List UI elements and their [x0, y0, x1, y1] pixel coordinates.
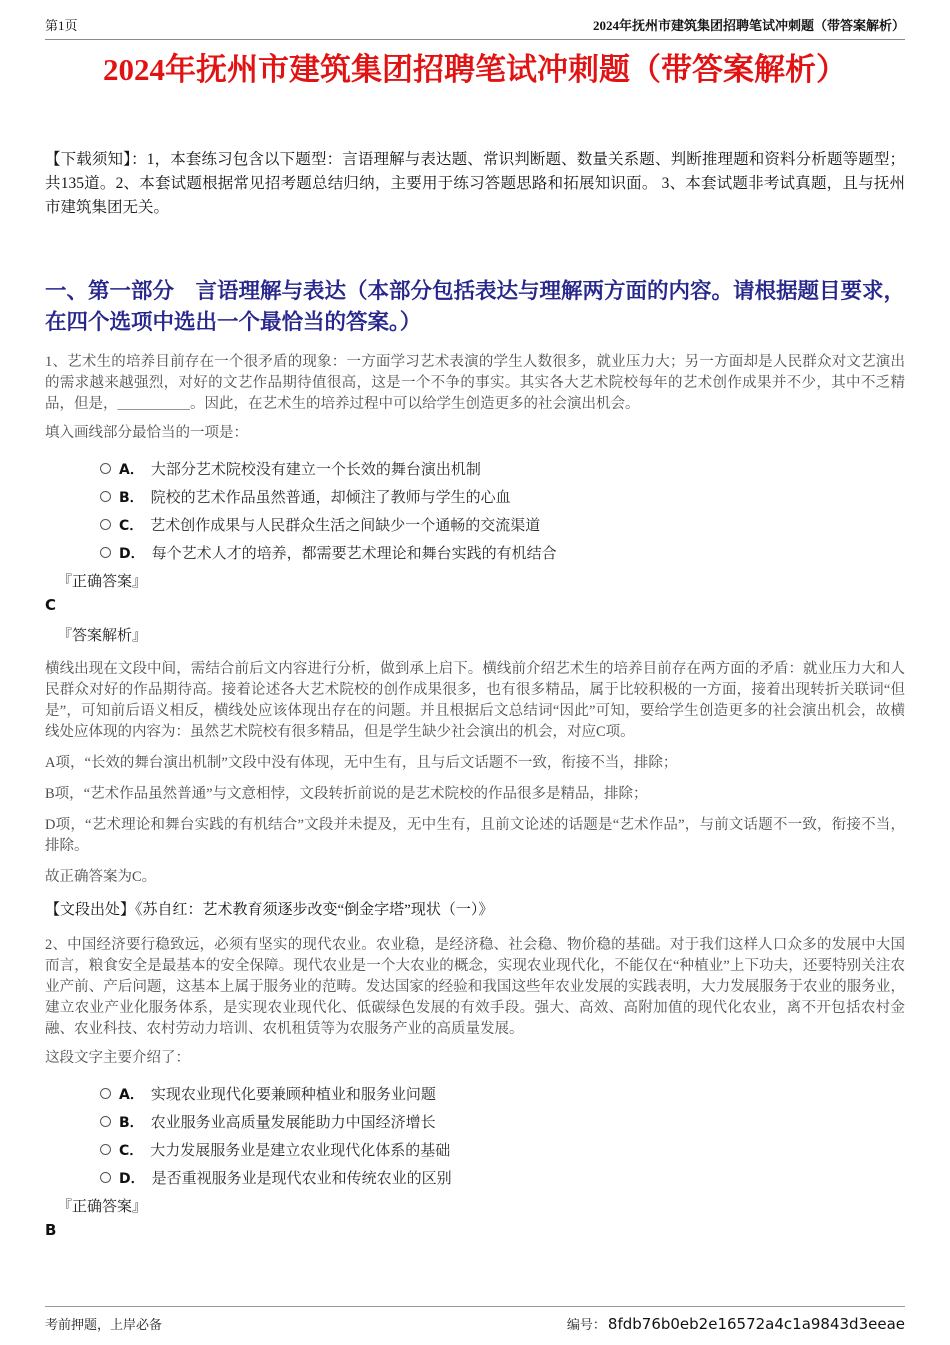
- option-text: 大部分艺术院校没有建立一个长效的舞台演出机制: [150, 462, 481, 478]
- option-letter: C．: [119, 1142, 144, 1159]
- option-row-d: [100, 544, 905, 561]
- correct-answer-value: B: [45, 1221, 57, 1239]
- option-letter: A．: [119, 1086, 144, 1103]
- option-text: 艺术创作成果与人民群众生活之间缺少一个通畅的交流渠道: [150, 518, 541, 534]
- option-text: 实现农业现代化要兼顾种植业和服务业问题: [150, 1087, 436, 1103]
- option-text: 是否重视服务业是现代农业和传统农业的区别: [151, 1171, 452, 1187]
- radio-button-icon[interactable]: [100, 463, 111, 474]
- radio-button-icon[interactable]: [100, 519, 111, 530]
- option-letter: D．: [119, 1170, 145, 1187]
- question-block-2: [45, 935, 905, 1241]
- footer-slogan: 考前押题，上岸必备: [45, 1317, 163, 1332]
- main-title: 2024年抚州市建筑集团招聘笔试冲刺题（带答案解析）: [103, 52, 847, 87]
- correct-answer-marker: 『正确答案』: [57, 1199, 148, 1215]
- question-prompt: 这段文字主要介绍了：: [45, 1050, 190, 1066]
- radio-button-icon[interactable]: [100, 1144, 111, 1155]
- correct-answer-value: C: [45, 596, 57, 614]
- footer-code-label: 编号：: [566, 1317, 606, 1332]
- option-row-d: [100, 1169, 905, 1186]
- page-footer: [45, 1306, 905, 1333]
- page-number: 第1页: [45, 18, 78, 33]
- correct-answer-marker: 『正确答案』: [57, 574, 148, 590]
- analysis-marker: 『答案解析』: [57, 628, 148, 644]
- analysis-paragraph-a: A项，“长效的舞台演出机制”文段中没有体现，无中生有，且与后文话题不一致，衔接不当，排除；: [45, 755, 678, 771]
- option-row-a: [100, 460, 905, 477]
- radio-button-icon[interactable]: [100, 1116, 111, 1127]
- footer-code-wrap: [567, 1314, 905, 1333]
- radio-button-icon[interactable]: [100, 491, 111, 502]
- radio-button-icon[interactable]: [100, 547, 111, 558]
- option-row-b: [100, 1113, 905, 1130]
- source-line: 【文段出处】《苏自红：艺术教育须逐步改变“倒金字塔”现状（一）》: [45, 902, 494, 918]
- analysis-paragraph: 横线出现在文段中间，需结合前后文内容进行分析，做到承上启下。横线前介绍艺术生的培养目前存在两方面的矛盾：就业压力大和人民群众对好的作品期待高。接着论述各大艺术院校的创作成果很多，也有很多精品，属于比较积极的一方面，接着出现转折关联词“但是”，可知前后语义相反，横线处应该体现出存在的问题。并且根据后文总结词“因此”可知，要给学生创造更多的社会演出机会，故横线处应体现的内容为：虽然艺术院校有很多精品，但是学生缺少社会演出的机会，对应C项。: [45, 661, 905, 740]
- download-notice: 【下载须知】：1，本套练习包含以下题型：言语理解与表达题、常识判断题、数量关系题、判断推理题和资料分析题等题型；共135道。2、本套试题根据常见招考题总结归纳，主要用于练习答题思路和拓展知识面。 3、本套试题非考试真题，且与抚州市建筑集团无关。: [45, 151, 905, 216]
- question-stem: 1、艺术生的培养目前存在一个很矛盾的现象：一方面学习艺术表演的学生人数很多，就业压力大；另一方面却是人民群众对文艺演出的需求越来越强烈，对好的文艺作品期待值很高，这是一个不争的事实。其实各大艺术院校每年的艺术创作成果并不少，其中不乏精品，但是，＿＿＿＿＿。因此，在艺术生的培养过程中可以给学生创造更多的社会演出机会。: [45, 354, 905, 412]
- option-text: 农业服务业高质量发展能助力中国经济增长: [150, 1115, 436, 1131]
- options-list: [100, 460, 905, 561]
- analysis-conclusion: 故正确答案为C。: [45, 869, 157, 885]
- radio-button-icon[interactable]: [100, 1172, 111, 1183]
- analysis-paragraph-d: D项，“艺术理论和舞台实践的有机结合”文段并未提及，无中生有，且前文论述的话题是“艺术作品”，与前文话题不一致，衔接不当，排除。: [45, 817, 905, 854]
- analysis-paragraph-b: B项，“艺术作品虽然普通”与文意相悖，文段转折前说的是艺术院校的作品很多是精品，排除；: [45, 786, 648, 802]
- option-row-c: [100, 1141, 905, 1158]
- option-text: 大力发展服务业是建立农业现代化体系的基础: [150, 1143, 451, 1159]
- option-letter: B．: [119, 489, 144, 506]
- question-prompt: 填入画线部分最恰当的一项是：: [45, 425, 248, 441]
- option-row-c: [100, 516, 905, 533]
- option-row-b: [100, 488, 905, 505]
- footer-code: 8fdb76b0eb2e16572a4c1a9843d3eeae: [607, 1315, 905, 1333]
- option-row-a: [100, 1085, 905, 1102]
- option-letter: C．: [119, 517, 144, 534]
- option-letter: D．: [119, 545, 145, 562]
- option-text: 院校的艺术作品虽然普通，却倾注了教师与学生的心血: [150, 490, 511, 506]
- header-doc-title: 2024年抚州市建筑集团招聘笔试冲刺题（带答案解析）: [592, 18, 905, 33]
- option-letter: A．: [119, 461, 144, 478]
- option-letter: B．: [119, 1114, 144, 1131]
- question-stem: 2、中国经济要行稳致远，必须有坚实的现代农业。农业稳，是经济稳、社会稳、物价稳的基础。对于我们这样人口众多的发展中大国而言，粮食安全是最基本的安全保障。现代农业是一个大农业的概念，实现农业现代化，不能仅在“种植业”上下功夫，还要特别关注农业产前、产后问题，这基本上属于服务业的范畴。发达国家的经验和我国这些年农业发展的实践表明，大力发展服务于农业的服务业，建立农业产业化服务体系，是实现农业现代化、低碳绿色发展的有效手段。强大、高效、高附加值的现代化农业，离不开包括农村金融、农业科技、农村劳动力培训、农机租赁等为农服务产业的高质量发展。: [45, 937, 905, 1037]
- section-heading: 一、第一部分 言语理解与表达（本部分包括表达与理解两方面的内容。请根据题目要求，在四个选项中选出一个最恰当的答案。）: [45, 279, 906, 334]
- option-text: 每个艺术人才的培养，都需要艺术理论和舞台实践的有机结合: [151, 546, 557, 562]
- radio-button-icon[interactable]: [100, 1088, 111, 1099]
- options-list: [100, 1085, 905, 1186]
- question-block-1: [45, 352, 905, 921]
- page-header: [45, 0, 905, 40]
